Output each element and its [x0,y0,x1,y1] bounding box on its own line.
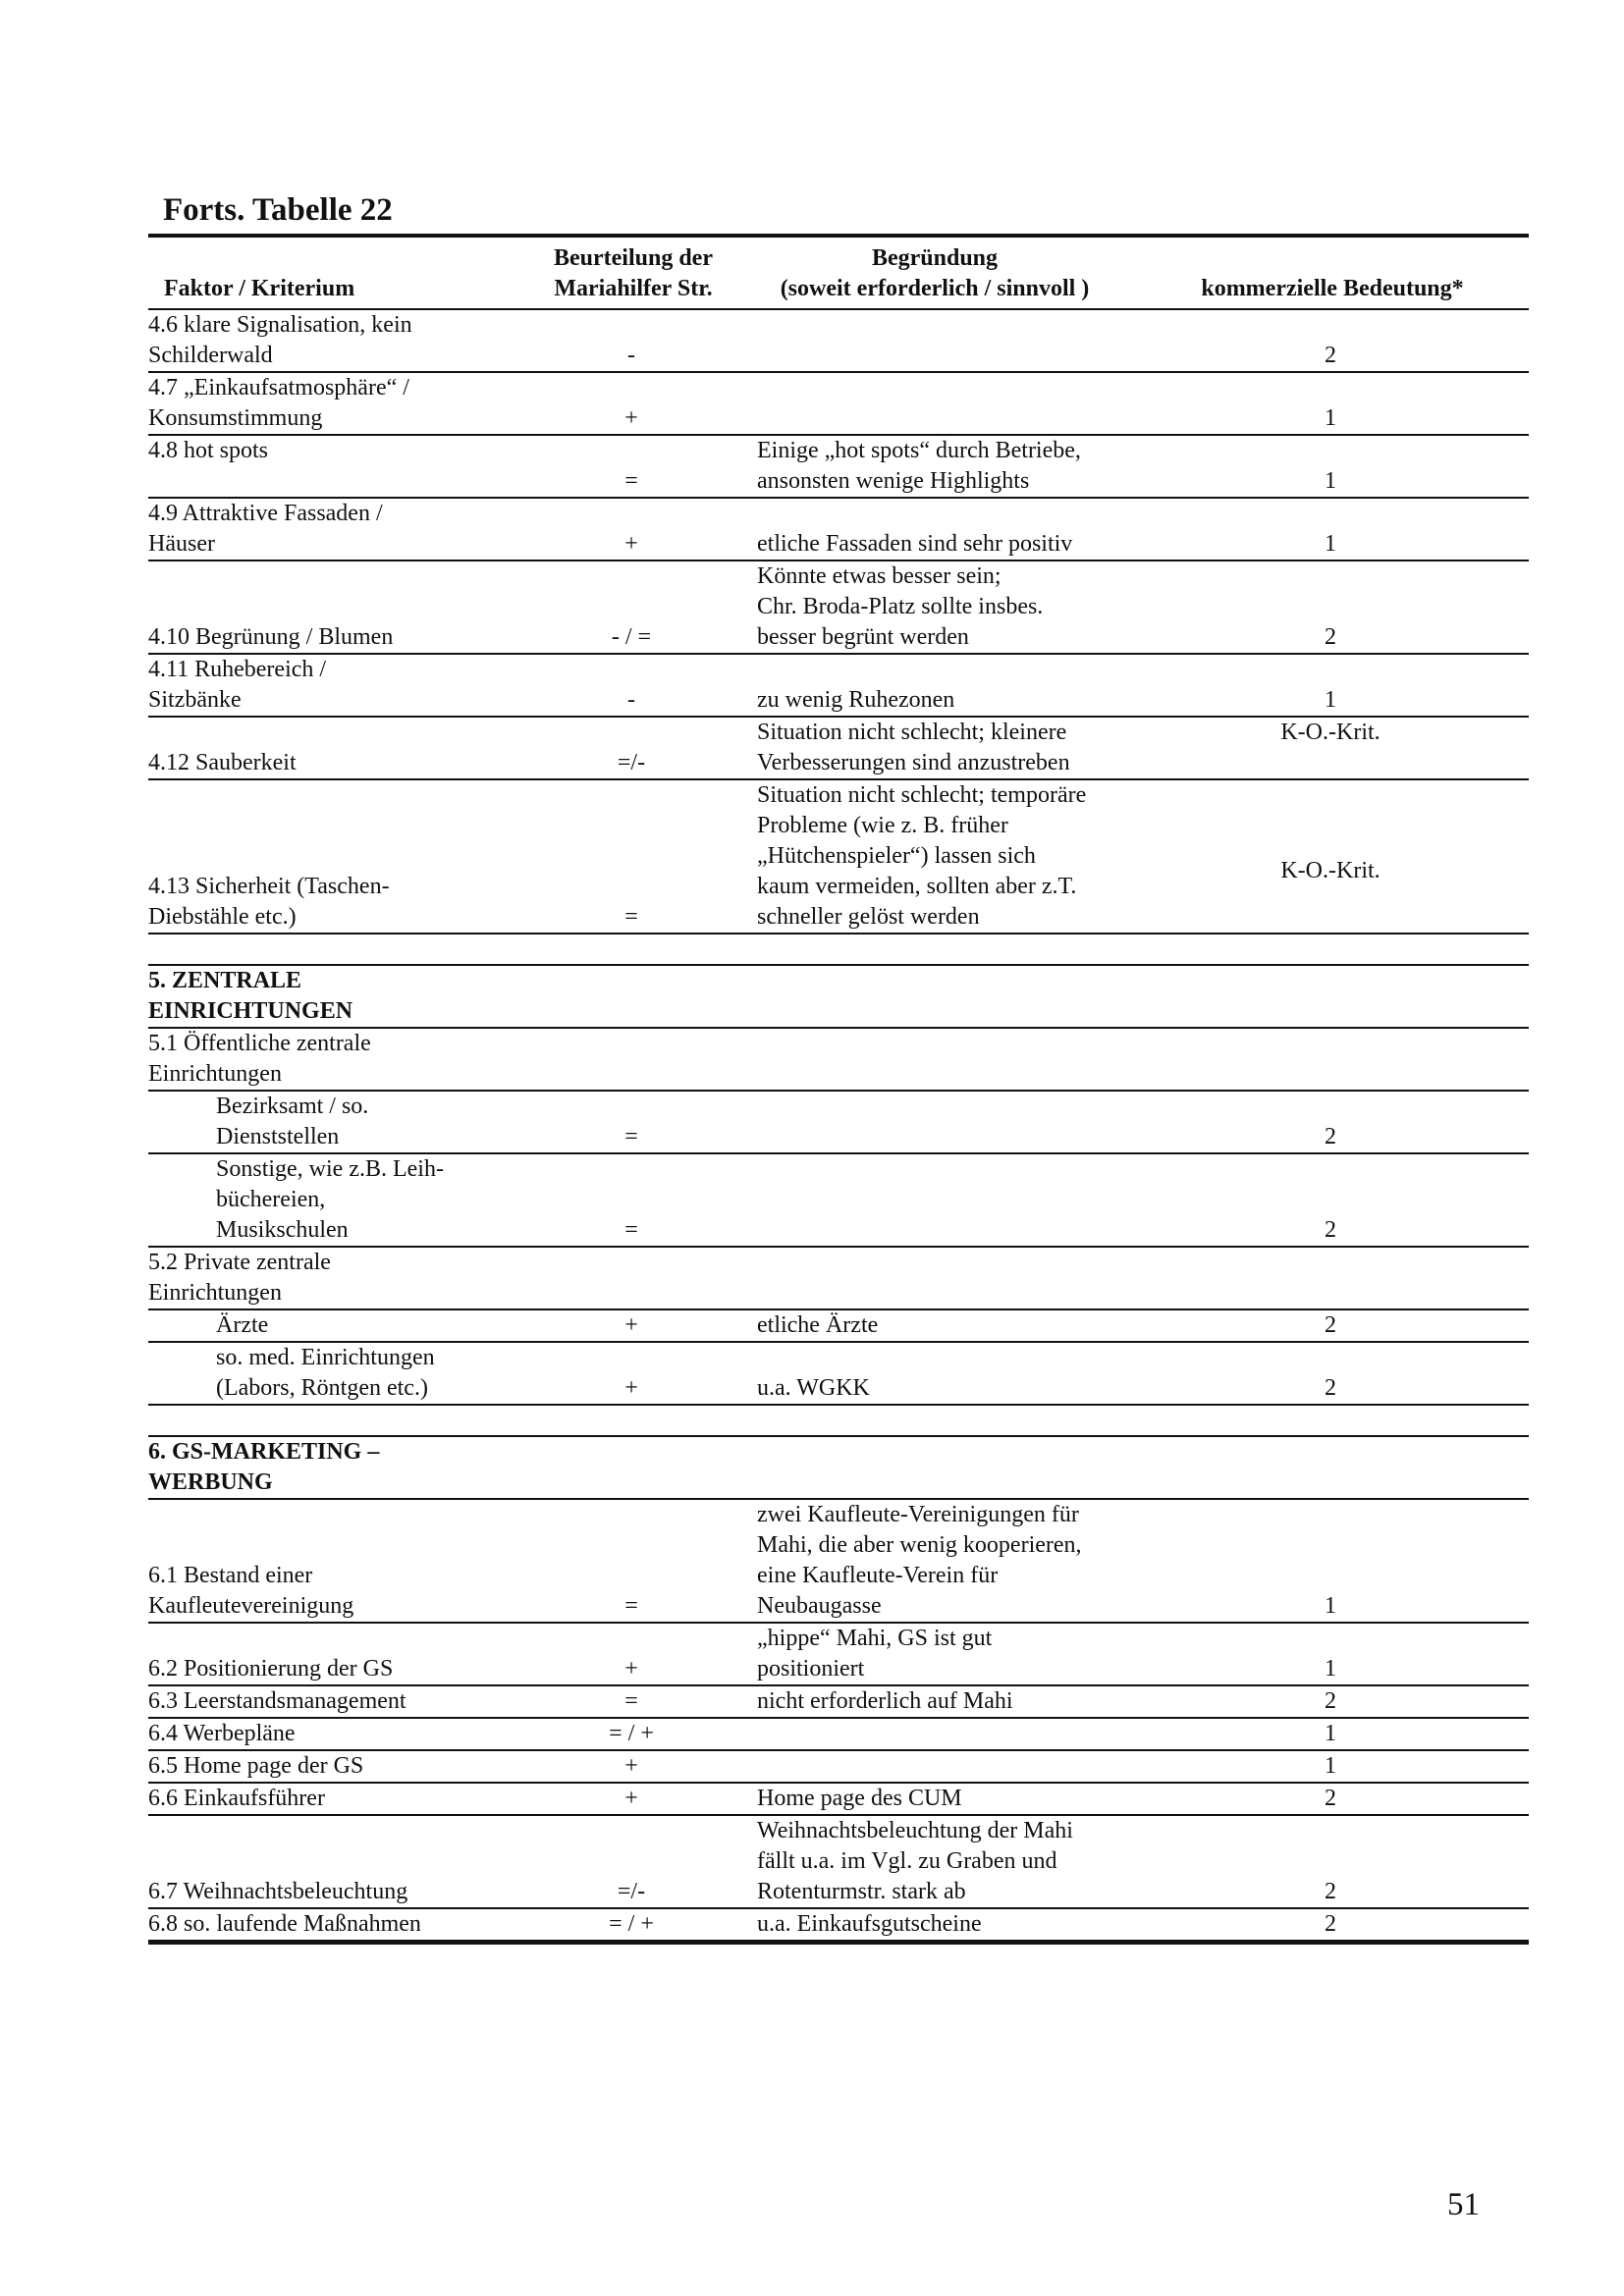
cell-beurteilung: = [533,1091,733,1153]
cell-faktor: 6.4 Werbepläne [148,1718,533,1750]
cell-faktor: 4.7 „Einkaufsatmosphäre“ / Konsumstimmung [148,372,533,435]
cell-begruendung [733,1153,1136,1247]
cell-bedeutung: 2 [1136,1091,1529,1153]
cell-faktor: 6.2 Positionierung der GS [148,1623,533,1685]
cell-begruendung [733,1750,1136,1783]
cell-faktor: 4.9 Attraktive Fassaden / Häuser [148,498,533,561]
cell-faktor: Bezirksamt / so. Dienststellen [148,1091,533,1153]
section-row [148,1436,1529,1499]
cell-beurteilung: =/- [533,717,733,779]
cell-begruendung: Könnte etwas besser sein; Chr. Broda-Platz sollte insbes. besser begrünt werden [733,561,1136,654]
cell-beurteilung: = / + [533,1718,733,1750]
spacer-row [148,1405,1529,1436]
header-bedeutung: kommerzielle Bedeutung* [1136,236,1529,309]
table-row [148,435,1529,498]
table-row [148,1342,1529,1405]
cell-faktor: 6.6 Einkaufsführer [148,1783,533,1815]
cell-beurteilung: + [533,1342,733,1405]
cell-bedeutung: 2 [1136,309,1529,372]
cell-beurteilung: + [533,1750,733,1783]
cell-faktor: 4.10 Begrünung / Blumen [148,561,533,654]
cell-bedeutung: 1 [1136,654,1529,717]
cell-begruendung [733,1718,1136,1750]
page-number: 51 [1447,2187,1480,2222]
header-beurteilung: Beurteilung der Mariahilfer Str. [533,236,733,309]
cell-bedeutung: 2 [1136,1342,1529,1405]
cell-faktor: 6.1 Bestand einer Kaufleutevereinigung [148,1499,533,1623]
table-row [148,1718,1529,1750]
cell-beurteilung: = [533,435,733,498]
cell-bedeutung: K-O.-Krit. [1136,779,1529,934]
cell-beurteilung: - [533,309,733,372]
evaluation-table [148,234,1529,1945]
cell-beurteilung: = [533,1499,733,1623]
section-heading: 5. ZENTRALE EINRICHTUNGEN [148,965,533,1028]
table-row [148,717,1529,779]
cell-bedeutung: 1 [1136,1623,1529,1685]
table-row [148,1783,1529,1815]
cell-faktor: 6.5 Home page der GS [148,1750,533,1783]
cell-begruendung [733,372,1136,435]
cell-beurteilung: - [533,654,733,717]
table-row [148,779,1529,934]
cell-beurteilung: = [533,1685,733,1718]
cell-begruendung: Situation nicht schlecht; temporäre Probleme (wie z. B. früher „Hütchenspieler“) lassen sich kaum vermeiden, sollten aber z.T. schneller gelöst werden [733,779,1136,934]
table-row [148,1153,1529,1247]
table-row [148,1247,1529,1309]
cell-bedeutung: 1 [1136,1499,1529,1623]
table-row [148,498,1529,561]
header-faktor: Faktor / Kriterium [148,236,533,309]
cell-begruendung: Einige „hot spots“ durch Betriebe, ansonsten wenige Highlights [733,435,1136,498]
cell-beurteilung: + [533,1623,733,1685]
cell-faktor: so. med. Einrichtungen (Labors, Röntgen etc.) [148,1342,533,1405]
cell-faktor: 5.1 Öffentliche zentrale Einrichtungen [148,1028,533,1091]
cell-begruendung: Home page des CUM [733,1783,1136,1815]
table-row [148,309,1529,372]
cell-faktor: Sonstige, wie z.B. Leih- büchereien, Musikschulen [148,1153,533,1247]
cell-beurteilung: + [533,1783,733,1815]
cell-begruendung: Weihnachtsbeleuchtung der Mahi fällt u.a. im Vgl. zu Graben und Rotenturmstr. stark ab [733,1815,1136,1908]
cell-begruendung: etliche Fassaden sind sehr positiv [733,498,1136,561]
cell-begruendung: zu wenig Ruhezonen [733,654,1136,717]
table-row [148,1908,1529,1943]
cell-faktor: 4.13 Sicherheit (Taschen- Diebstähle etc.) [148,779,533,934]
cell-beurteilung: =/- [533,1815,733,1908]
cell-beurteilung: + [533,372,733,435]
cell-begruendung: u.a. WGKK [733,1342,1136,1405]
table-row [148,1499,1529,1623]
section-heading: 6. GS-MARKETING – WERBUNG [148,1436,533,1499]
cell-faktor: 4.12 Sauberkeit [148,717,533,779]
table-row [148,372,1529,435]
cell-bedeutung: 2 [1136,1783,1529,1815]
cell-faktor: 4.8 hot spots [148,435,533,498]
cell-beurteilung: + [533,1309,733,1342]
cell-faktor: 4.6 klare Signalisation, kein Schilderwald [148,309,533,372]
cell-bedeutung: 2 [1136,1908,1529,1943]
section-row [148,965,1529,1028]
table-row [148,1309,1529,1342]
cell-bedeutung: 2 [1136,1309,1529,1342]
cell-begruendung: etliche Ärzte [733,1309,1136,1342]
cell-beurteilung: = [533,1153,733,1247]
cell-beurteilung: - / = [533,561,733,654]
cell-begruendung [733,1091,1136,1153]
cell-begruendung [733,309,1136,372]
table-row [148,1750,1529,1783]
cell-faktor: 6.3 Leerstandsmanagement [148,1685,533,1718]
spacer-row [148,934,1529,965]
cell-bedeutung: 2 [1136,1153,1529,1247]
cell-faktor: 6.8 so. laufende Maßnahmen [148,1908,533,1943]
cell-bedeutung: 2 [1136,1685,1529,1718]
header-begruendung: Begründung (soweit erforderlich / sinnvoll ) [733,236,1136,309]
table-row [148,1685,1529,1718]
cell-begruendung: nicht erforderlich auf Mahi [733,1685,1136,1718]
cell-bedeutung: 1 [1136,498,1529,561]
cell-bedeutung: 2 [1136,1815,1529,1908]
cell-beurteilung: = [533,779,733,934]
cell-bedeutung: 1 [1136,372,1529,435]
table-row [148,654,1529,717]
table-row [148,1623,1529,1685]
cell-faktor: Ärzte [148,1309,533,1342]
cell-beurteilung: = / + [533,1908,733,1943]
table-row [148,1028,1529,1091]
table-row [148,1815,1529,1908]
cell-bedeutung: 1 [1136,435,1529,498]
table-row [148,1091,1529,1153]
cell-faktor: 4.11 Ruhebereich / Sitzbänke [148,654,533,717]
cell-bedeutung: K-O.-Krit. [1136,717,1529,779]
cell-beurteilung: + [533,498,733,561]
cell-begruendung: u.a. Einkaufsgutscheine [733,1908,1136,1943]
table-caption: Forts. Tabelle 22 [163,192,393,228]
cell-bedeutung: 1 [1136,1750,1529,1783]
cell-bedeutung: 1 [1136,1718,1529,1750]
cell-faktor: 5.2 Private zentrale Einrichtungen [148,1247,533,1309]
cell-begruendung: Situation nicht schlecht; kleinere Verbesserungen sind anzustreben [733,717,1136,779]
cell-begruendung: zwei Kaufleute-Vereinigungen für Mahi, die aber wenig kooperieren, eine Kaufleute-Verein für Neubaugasse [733,1499,1136,1623]
cell-faktor: 6.7 Weihnachtsbeleuchtung [148,1815,533,1908]
cell-bedeutung: 2 [1136,561,1529,654]
table-header-row [148,236,1529,309]
table-row [148,561,1529,654]
cell-begruendung: „hippe“ Mahi, GS ist gut positioniert [733,1623,1136,1685]
